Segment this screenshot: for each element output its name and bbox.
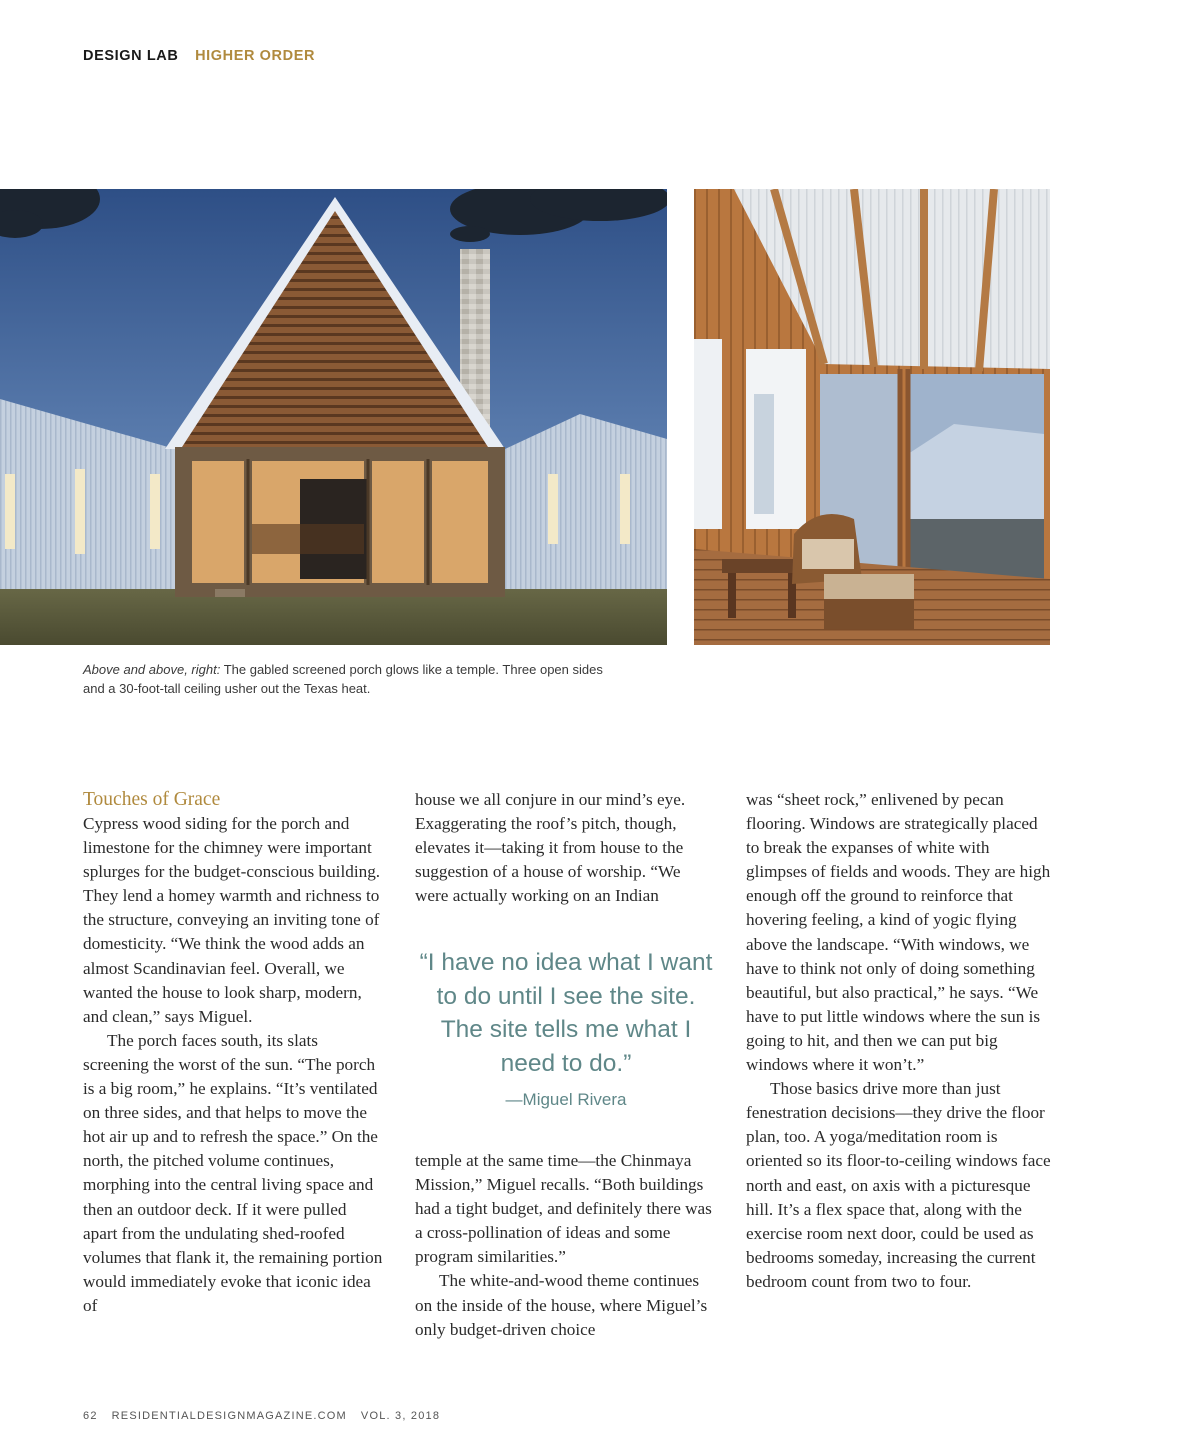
paragraph: The white-and-wood theme continues on the inside of the house, where Miguel’s only budget-driven choice [415, 1271, 708, 1339]
page-header [83, 48, 315, 64]
article-column-3 [746, 788, 1052, 1294]
footer-site: RESIDENTIALDESIGNMAGAZINE.COM [111, 1410, 347, 1422]
paragraph: was “sheet rock,” enlivened by pecan flooring. Windows are strategically placed to break the expanses of white with glimpses of fields and woods. They are high enough off the ground to reinforce that hovering feeling, a kind of yogic flying above the landscape. “With windows, we have to think not only of doing something beautiful, but also practical,” he says. “We have to put little windows where the sun is going to hit, and then we can put big windows where it won’t.” [746, 790, 1051, 1075]
article-column-2-top [415, 788, 715, 908]
page-footer [83, 1410, 454, 1422]
porch-exterior-photo [0, 189, 667, 645]
paragraph: Cypress wood siding for the porch and limestone for the chimney were important splurges for the budget-conscious building. They lend a homey warmth and richness to the structure, conveying an inviting tone of domesticity. “We think the wood adds an almost Scandinavian feel. Overall, we wanted the house to look sharp, modern, and clean,” says Miguel. [83, 814, 381, 1026]
page-number: 62 [83, 1410, 98, 1422]
pull-quote [415, 946, 717, 1110]
article-subhead: Touches of Grace [83, 789, 221, 810]
photo-caption [83, 660, 603, 698]
article-column-2-bottom [415, 1149, 715, 1342]
subsection-label: HIGHER ORDER [195, 48, 316, 64]
section-label: DESIGN LAB [83, 48, 179, 64]
caption-lead: Above and above, right: [83, 662, 221, 677]
paragraph: Those basics drive more than just fenestration decisions—they drive the floor plan, too. A yoga/meditation room is oriented so its floor-to-ceiling windows face north and east, on axis with a picturesque hill. It’s a flex space that, along with the exercise room next door, could be used as bedrooms someday, increasing the current bedroom count from two to four. [746, 1079, 1051, 1291]
footer-issue: VOL. 3, 2018 [360, 1410, 441, 1422]
porch-interior-photo [694, 189, 1050, 645]
caption-text: The gabled screened porch glows like a temple. Three open sides and a 30-foot-tall ceiling usher out the Texas heat. [83, 662, 603, 696]
paragraph: The porch faces south, its slats screening the worst of the sun. “The porch is a big room,” he explains. “It’s ventilated on three sides, and that helps to move the hot air up and to refresh the space.” On the north, the pitched volume continues, morphing into the central living space and then an outdoor deck. If it were pulled apart from the undulating shed-roofed volumes that flank it, the remaining portion would immediately evoke that iconic idea of [83, 1030, 383, 1315]
paragraph: temple at the same time—the Chinmaya Mission,” Miguel recalls. “Both buildings had a tight budget, and definitely there was a cross-pollination of ideas and some program similarities.” [415, 1151, 712, 1267]
pull-quote-attribution: —Miguel Rivera [505, 1090, 627, 1109]
paragraph: house we all conjure in our mind’s eye. Exaggerating the roof’s pitch, though, elevates it—taking it from house to the suggestion of a house of worship. “We were actually working on an Indian [415, 790, 686, 906]
pull-quote-text: “I have no idea what I want to do until I see the site. The site tells me what I need to do.” [419, 949, 713, 1077]
article-column-1 [83, 788, 383, 1318]
